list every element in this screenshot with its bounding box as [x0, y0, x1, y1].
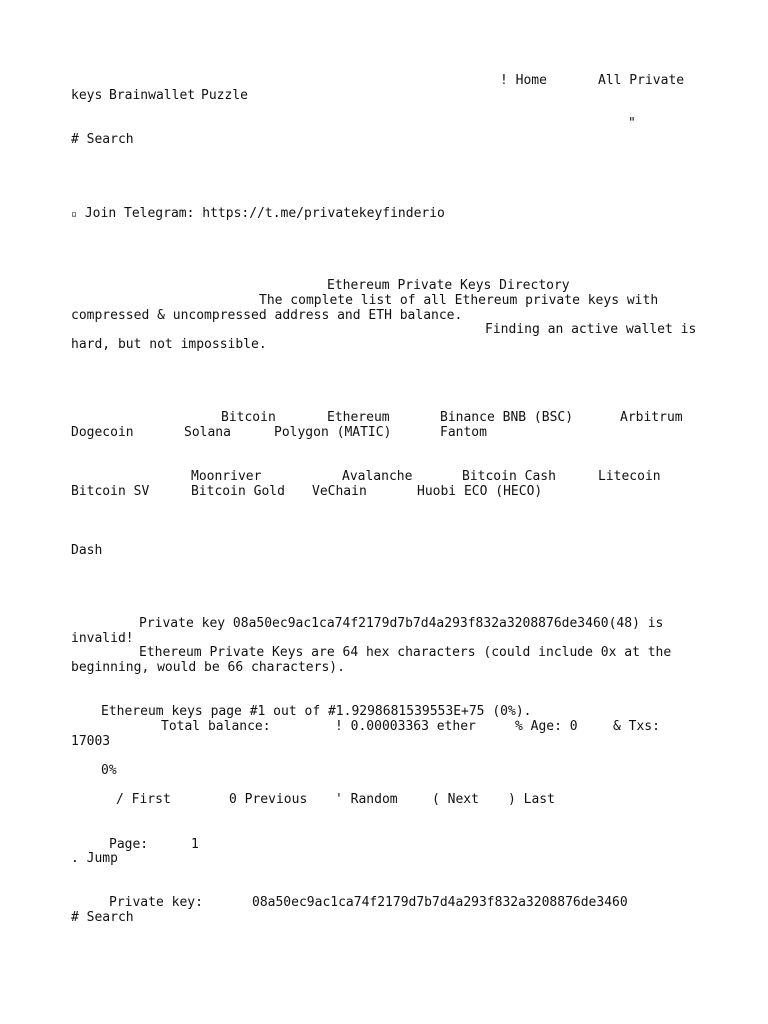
first-icon: / — [116, 792, 124, 807]
first-label: First — [131, 792, 171, 807]
home-icon: ! — [500, 73, 508, 88]
last-page-button[interactable] — [508, 792, 555, 807]
error-line-3: Ethereum Private Keys are 64 hex characters (could include 0x at the — [139, 645, 672, 660]
telegram-text: Join Telegram: https://t.me/privatekeyfinderio — [84, 206, 445, 221]
coin-link-solana[interactable]: Solana — [184, 425, 231, 440]
jump-label: Jump — [86, 851, 118, 866]
coin-link-moonriver[interactable]: Moonriver — [191, 469, 262, 484]
previous-icon: 0 — [229, 792, 237, 807]
jump-icon: . — [71, 851, 79, 866]
age-stat — [515, 719, 578, 734]
tagline-line-1: Finding an active wallet is — [485, 322, 697, 337]
last-label: Last — [523, 792, 555, 807]
random-page-button[interactable] — [335, 792, 398, 807]
progress-text: 0% — [101, 763, 117, 778]
age-text: Age: 0 — [530, 719, 578, 734]
telegram-link[interactable] — [71, 206, 445, 222]
balance-value — [335, 719, 476, 734]
error-line-2: invalid! — [71, 631, 134, 646]
last-icon: ) — [508, 792, 516, 807]
random-label: Random — [350, 792, 398, 807]
page-input-label: Page: — [109, 837, 149, 852]
coin-link-fantom[interactable]: Fantom — [440, 425, 487, 440]
coin-link-vechain[interactable]: VeChain — [312, 484, 367, 499]
coin-link-binance-bnb[interactable]: Binance BNB (BSC) — [440, 410, 574, 425]
nav-search-label: Search — [86, 132, 134, 147]
coin-link-litecoin[interactable]: Litecoin — [598, 469, 661, 484]
coin-link-huobi-eco[interactable]: Huobi ECO (HECO) — [417, 484, 543, 499]
subtitle-line-2: compressed & uncompressed address and ETH balance. — [71, 308, 463, 323]
coin-link-bitcoin-gold[interactable]: Bitcoin Gold — [191, 484, 285, 499]
coin-link-dogecoin[interactable]: Dogecoin — [71, 425, 134, 440]
nav-all-private-keys-link-part1[interactable]: All Private — [598, 73, 685, 88]
txs-label: Txs: — [628, 719, 660, 734]
previous-page-button[interactable] — [229, 792, 307, 807]
page-number-input[interactable]: 1 — [191, 837, 199, 852]
coin-link-ethereum[interactable]: Ethereum — [327, 410, 390, 425]
next-icon: ( — [432, 792, 440, 807]
telegram-icon: ▫ — [71, 209, 78, 220]
previous-label: Previous — [244, 792, 308, 807]
coin-link-bitcoin-sv[interactable]: Bitcoin SV — [71, 484, 150, 499]
search-toggle-icon[interactable]: " — [628, 116, 636, 131]
coin-link-arbitrum[interactable]: Arbitrum — [620, 410, 683, 425]
age-icon: % — [515, 719, 523, 734]
search-icon: # — [71, 910, 79, 925]
page-title: Ethereum Private Keys Directory — [327, 278, 570, 293]
nav-home-link[interactable] — [500, 73, 547, 88]
jump-button[interactable] — [71, 851, 118, 866]
key-search-button[interactable] — [71, 910, 134, 925]
balance-amount: 0.00003363 ether — [350, 719, 476, 734]
first-page-button[interactable] — [116, 792, 171, 807]
coin-link-dash[interactable]: Dash — [71, 543, 103, 558]
nav-puzzle-link[interactable]: Puzzle — [201, 88, 248, 103]
nav-search-button[interactable] — [71, 132, 134, 147]
txs-stat — [613, 719, 660, 734]
key-search-label: Search — [86, 910, 134, 925]
total-balance-label: Total balance: — [161, 719, 271, 734]
subtitle-line-1: The complete list of all Ethereum private keys with — [259, 293, 659, 308]
next-label: Next — [447, 792, 479, 807]
page-info-text: Ethereum keys page #1 out of #1.9298681539553E+75 (0%). — [101, 704, 532, 719]
next-page-button[interactable] — [432, 792, 479, 807]
private-key-input[interactable]: 08a50ec9ac1ca74f2179d7b7d4a293f832a3208876de3460 — [252, 895, 628, 910]
tagline-line-2: hard, but not impossible. — [71, 337, 267, 352]
error-line-4: beginning, would be 66 characters). — [71, 660, 345, 675]
nav-brainwallet-link[interactable]: Brainwallet — [109, 88, 196, 103]
coin-link-avalanche[interactable]: Avalanche — [342, 469, 413, 484]
random-icon: ' — [335, 792, 343, 807]
nav-home-label: Home — [515, 73, 547, 88]
nav-all-private-keys-link-part2[interactable]: keys — [71, 88, 103, 103]
coin-link-polygon[interactable]: Polygon (MATIC) — [274, 425, 392, 440]
balance-icon: ! — [335, 719, 343, 734]
coin-link-bitcoin[interactable]: Bitcoin — [221, 410, 276, 425]
txs-value: 17003 — [71, 734, 111, 749]
search-icon: # — [71, 132, 79, 147]
error-line-1: Private key 08a50ec9ac1ca74f2179d7b7d4a293f832a3208876de3460(48) is — [139, 616, 664, 631]
txs-icon: & — [613, 719, 621, 734]
coin-link-bitcoin-cash[interactable]: Bitcoin Cash — [462, 469, 556, 484]
private-key-label: Private key: — [109, 895, 203, 910]
